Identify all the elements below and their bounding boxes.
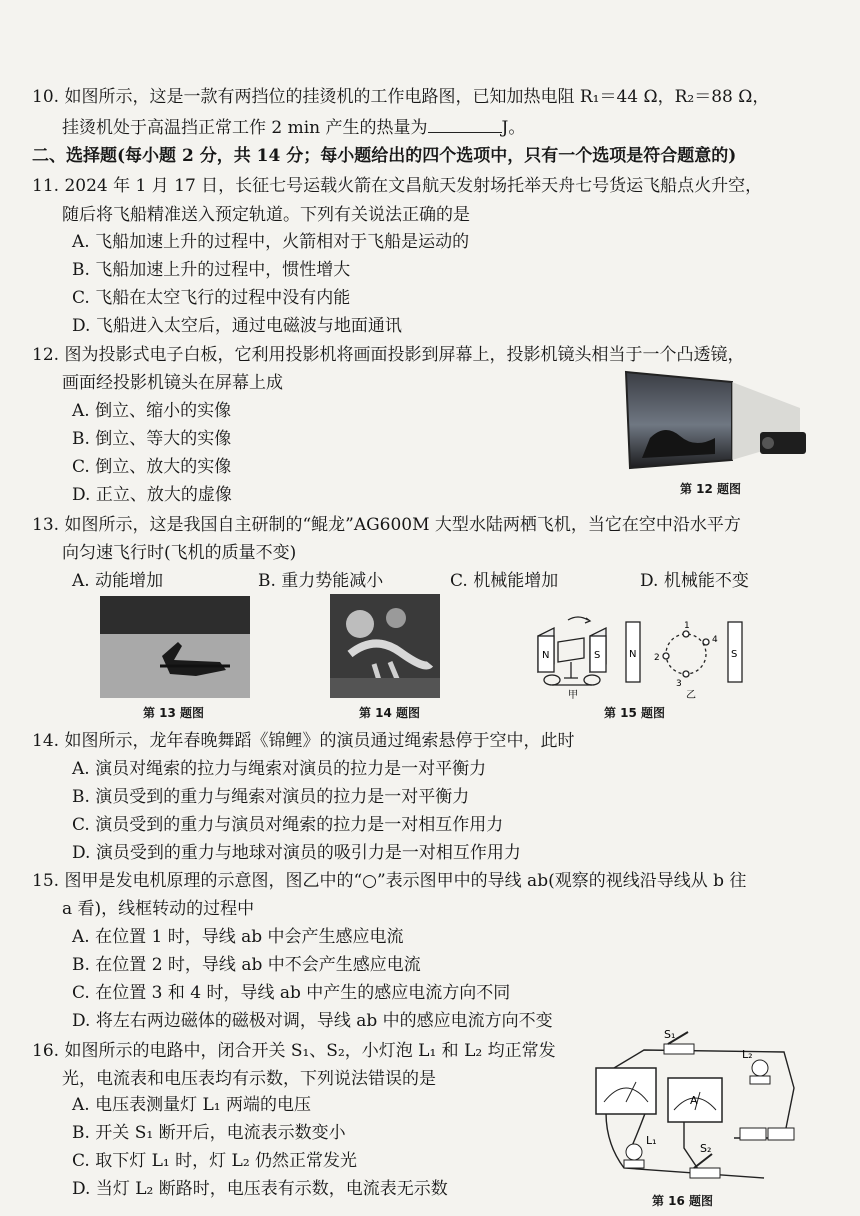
fig13-caption: 第 13 题图 bbox=[143, 706, 205, 720]
generator-yi bbox=[626, 622, 742, 682]
q13-option-c: C. 机械能增加 bbox=[450, 571, 559, 591]
section-2-heading: 二、选择题(每小题 2 分，共 14 分；每小题给出的四个选项中，只有一个选项是符合题意的) bbox=[32, 146, 737, 166]
lamp-l1 bbox=[624, 1144, 644, 1168]
q10-line1: 10. 如图所示，这是一款有两挡位的挂烫机的工作电路图，已知加热电阻 R₁＝44 Ω，R₂＝88 Ω， bbox=[32, 87, 770, 107]
q12-option-d: D. 正立、放大的虚像 bbox=[72, 485, 232, 505]
q15-option-c: C. 在位置 3 和 4 时，导线 ab 中产生的感应电流方向不同 bbox=[72, 983, 511, 1003]
q12-stem-2: 画面经投影机镜头在屏幕上成 bbox=[62, 373, 283, 393]
fig14-caption: 第 14 题图 bbox=[359, 706, 421, 720]
magnet-n-label-yi: N bbox=[629, 649, 637, 660]
fig12-caption: 第 12 题图 bbox=[680, 482, 742, 496]
q10-line2-text: 挂烫机处于高温挡正常工作 2 min 产生的热量为 bbox=[62, 118, 428, 138]
q15-stem-2: a 看)，线框转动的过程中 bbox=[62, 899, 255, 919]
q11-stem-2: 随后将飞船精准送入预定轨道。下列有关说法正确的是 bbox=[62, 205, 470, 225]
position-4-label: 4 bbox=[712, 635, 718, 645]
lamp-l2-label: L₂ bbox=[742, 1048, 753, 1061]
switch-s1-label: S₁ bbox=[664, 1028, 676, 1041]
position-1-label: 1 bbox=[684, 621, 690, 631]
position-2-label: 2 bbox=[654, 653, 660, 663]
q12-option-b: B. 倒立、等大的实像 bbox=[72, 429, 232, 449]
fig16-caption: 第 16 题图 bbox=[652, 1194, 714, 1208]
q14-stem: 14. 如图所示，龙年春晚舞蹈《锦鲤》的演员通过绳索悬停于空中，此时 bbox=[32, 731, 575, 751]
q10-line2-unit: J。 bbox=[501, 118, 526, 138]
q13-option-d: D. 机械能不变 bbox=[640, 571, 749, 591]
q12-stem-1: 12. 图为投影式电子白板，它利用投影机将画面投影到屏幕上，投影机镜头相当于一个凸透镜， bbox=[32, 345, 745, 365]
q15-option-a: A. 在位置 1 时，导线 ab 中会产生感应电流 bbox=[72, 927, 404, 947]
q11-option-a: A. 飞船加速上升的过程中，火箭相对于飞船是运动的 bbox=[72, 232, 470, 252]
position-3-label: 3 bbox=[676, 679, 682, 689]
q16-option-b: B. 开关 S₁ 断开后，电流表示数变小 bbox=[72, 1123, 346, 1143]
q14-option-c: C. 演员受到的重力与演员对绳索的拉力是一对相互作用力 bbox=[72, 815, 504, 835]
q15-stem-1: 15. 图甲是发电机原理的示意图，图乙中的“○”表示图甲中的导线 ab(观察的视线沿导线从 b 往 bbox=[32, 871, 747, 891]
q14-option-a: A. 演员对绳索的拉力与绳索对演员的拉力是一对平衡力 bbox=[72, 759, 487, 779]
q11-option-c: C. 飞船在太空飞行的过程中没有内能 bbox=[72, 288, 351, 308]
voltmeter bbox=[596, 1068, 656, 1114]
q13-stem-2: 向匀速飞行时(飞机的质量不变) bbox=[62, 543, 297, 563]
circuit-diagram bbox=[584, 1028, 810, 1188]
fig15-caption: 第 15 题图 bbox=[604, 706, 666, 720]
switch-s2-label: S₂ bbox=[700, 1142, 712, 1155]
magnet-s-label-jia: S bbox=[594, 650, 601, 661]
magnet-s-label-yi: S bbox=[731, 649, 738, 660]
q10-line2 bbox=[62, 116, 525, 139]
fig-jia-label: 甲 bbox=[568, 690, 578, 701]
projector-lens bbox=[762, 437, 774, 449]
q15-option-d: D. 将左右两边磁体的磁极对调，导线 ab 中的感应电流方向不变 bbox=[72, 1011, 553, 1031]
q13-stem-1: 13. 如图所示，这是我国自主研制的“鲲龙”AG600M 大型水陆两栖飞机，当它在空中沿水平方 bbox=[32, 515, 741, 535]
q11-option-b: B. 飞船加速上升的过程中，惯性增大 bbox=[72, 260, 351, 280]
q13-option-b: B. 重力势能减小 bbox=[258, 571, 384, 591]
q11-option-d: D. 飞船进入太空后，通过电磁波与地面通讯 bbox=[72, 316, 402, 336]
lamp-l1-label: L₁ bbox=[646, 1134, 657, 1147]
q16-option-a: A. 电压表测量灯 L₁ 两端的电压 bbox=[72, 1095, 311, 1115]
lamp-l2 bbox=[750, 1060, 770, 1084]
q13-option-a: A. 动能增加 bbox=[72, 571, 164, 591]
fig-yi-label: 乙 bbox=[686, 690, 696, 701]
seaplane-photo bbox=[100, 596, 250, 698]
q16-option-c: C. 取下灯 L₁ 时，灯 L₂ 仍然正常发光 bbox=[72, 1151, 358, 1171]
dance-photo bbox=[330, 594, 440, 698]
projector-whiteboard-figure bbox=[620, 368, 810, 478]
q12-option-a: A. 倒立、缩小的实像 bbox=[72, 401, 232, 421]
answer-blank[interactable] bbox=[428, 116, 502, 133]
q14-option-b: B. 演员受到的重力与绳索对演员的拉力是一对平衡力 bbox=[72, 787, 470, 807]
ammeter-label: A bbox=[690, 1094, 698, 1107]
q16-stem-1: 16. 如图所示的电路中，闭合开关 S₁、S₂，小灯泡 L₁ 和 L₂ 均正常发 bbox=[32, 1041, 556, 1061]
q15-option-b: B. 在位置 2 时，导线 ab 中不会产生感应电流 bbox=[72, 955, 421, 975]
q11-stem-1: 11. 2024 年 1 月 17 日，长征七号运载火箭在文昌航天发射场托举天舟七号货运飞船点火升空， bbox=[32, 176, 763, 196]
q16-option-d: D. 当灯 L₂ 断路时，电压表有示数，电流表无示数 bbox=[72, 1179, 448, 1199]
generator-diagram bbox=[528, 612, 748, 702]
q14-option-d: D. 演员受到的重力与地球对演员的吸引力是一对相互作用力 bbox=[72, 843, 521, 863]
magnet-n-label-jia: N bbox=[542, 650, 550, 661]
switch-s2 bbox=[690, 1154, 720, 1178]
q12-option-c: C. 倒立、放大的实像 bbox=[72, 457, 232, 477]
q16-stem-2: 光，电流表和电压表均有示数，下列说法错误的是 bbox=[62, 1069, 436, 1089]
